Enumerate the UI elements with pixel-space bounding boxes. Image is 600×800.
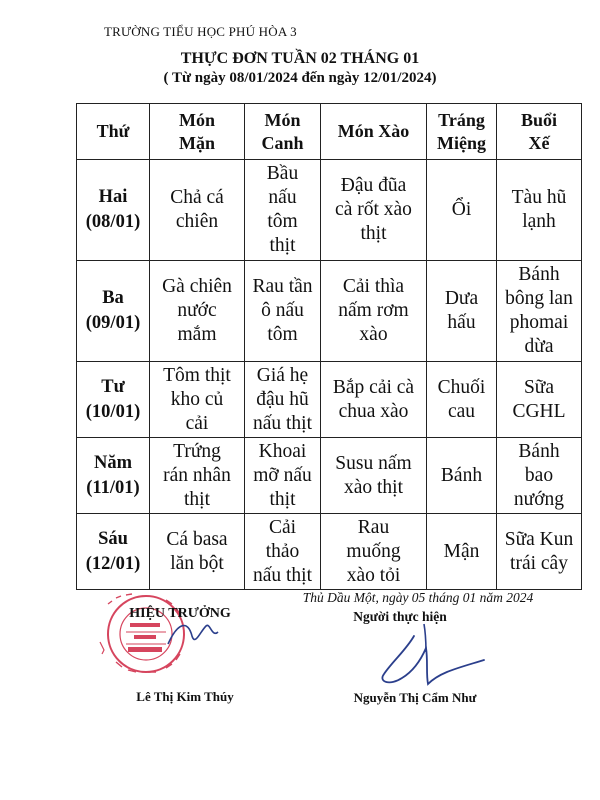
cell-line: mỡ nấu — [253, 464, 312, 486]
cell-line: Bánh — [518, 264, 560, 285]
cell-line: nấm rơm — [338, 300, 409, 321]
table-cell — [150, 362, 245, 438]
table-cell — [427, 261, 497, 362]
cell-line: (11/01) — [86, 477, 140, 498]
cell-line: xào thịt — [343, 476, 404, 498]
cell-line: thịt — [183, 488, 210, 510]
cell-line: muống — [346, 540, 401, 562]
table-row — [77, 261, 582, 362]
cell-line: nấu thịt — [252, 564, 313, 586]
table-cell — [150, 438, 245, 514]
cell-line: Bắp cải cà — [332, 376, 415, 398]
seal-inner-text — [128, 623, 162, 652]
cell-line: tôm — [267, 211, 298, 232]
day-cell — [77, 514, 150, 590]
cell-line: (08/01) — [85, 212, 141, 232]
cell-line: chua xào — [338, 400, 409, 422]
cell-line: cau — [447, 400, 476, 422]
cell-line: Chả cá — [170, 187, 224, 208]
principal-title: HIỆU TRƯỞNG — [129, 606, 231, 621]
table-row — [77, 514, 582, 590]
cell-line: Ba — [102, 288, 124, 308]
cell-line: Bầu — [266, 163, 299, 184]
cell-line: bao — [524, 464, 554, 486]
cell-line: Món Xào — [337, 121, 410, 141]
cell-line: (09/01) — [85, 313, 141, 333]
cell-line: Rau tần — [252, 276, 313, 297]
table-row — [77, 160, 582, 261]
cell-line: Tráng — [438, 109, 485, 130]
place-date: Thủ Dầu Một, ngày 05 tháng 01 năm 2024 — [302, 590, 534, 605]
cell-line: Cải — [268, 516, 297, 538]
cell-line: Năm — [93, 452, 133, 473]
school-name: TRƯỜNG TIỂU HỌC PHÚ HÒA 3 — [104, 24, 297, 39]
cell-line: nấu — [268, 187, 297, 208]
menu-table — [76, 103, 582, 590]
performer-title: Người thực hiện — [353, 609, 447, 624]
cell-line: Đậu đũa — [340, 175, 407, 196]
cell-line: Món — [179, 109, 215, 130]
day-cell — [77, 160, 150, 261]
cell-line: thịt — [360, 223, 387, 244]
cell-line: Ổi — [451, 199, 472, 220]
table-row — [77, 362, 582, 438]
table-cell — [427, 438, 497, 514]
table-cell — [427, 362, 497, 438]
table-cell — [150, 261, 245, 362]
cell-line: Mặn — [179, 132, 215, 153]
cell-line: Sữa — [523, 376, 555, 398]
cell-line: Dưa — [444, 288, 479, 309]
cell-line: nướng — [513, 488, 565, 510]
table-cell — [245, 160, 321, 261]
cell-line: Cải thìa — [342, 276, 405, 297]
cell-line: tôm — [267, 324, 298, 345]
cell-line: Tôm thịt — [163, 364, 231, 386]
day-cell — [77, 261, 150, 362]
cell-line: xào — [359, 324, 388, 345]
table-row — [77, 438, 582, 514]
table-cell — [150, 514, 245, 590]
cell-line: ô nấu — [261, 300, 304, 321]
table-cell — [497, 160, 582, 261]
table-cell — [321, 514, 427, 590]
table-cell — [427, 160, 497, 261]
table-cell — [321, 362, 427, 438]
table-header-row — [77, 104, 582, 160]
cell-line: rán nhân — [163, 464, 231, 486]
cell-line: Sữa Kun — [504, 528, 574, 550]
cell-line: (12/01) — [85, 553, 141, 574]
cell-line: cải — [185, 412, 209, 434]
cell-line: đậu hũ — [256, 388, 309, 410]
day-cell — [77, 362, 150, 438]
header-cell — [321, 104, 427, 160]
header-cell — [245, 104, 321, 160]
cell-line: Cá basa — [166, 528, 228, 550]
cell-line: cà rốt xào — [335, 199, 412, 220]
cell-line: Khoai — [258, 440, 307, 462]
cell-line: bông lan — [505, 288, 573, 309]
cell-line: nước — [177, 300, 217, 321]
cell-line: Trứng — [173, 440, 221, 462]
cell-line: Bánh — [440, 464, 483, 486]
cell-line: lạnh — [522, 211, 556, 232]
cell-line: nấu thịt — [252, 412, 313, 434]
table-cell — [321, 438, 427, 514]
performer-signature — [368, 622, 488, 694]
page-title: THỰC ĐƠN TUẦN 02 THÁNG 01 — [180, 50, 420, 67]
cell-line: chiên — [175, 211, 219, 232]
school-seal-stamp — [96, 592, 224, 676]
cell-line: (10/01) — [85, 401, 141, 422]
cell-line: Sáu — [98, 528, 128, 549]
principal-signature-mark — [168, 625, 218, 644]
table-cell — [497, 362, 582, 438]
cell-line: xào tỏi — [346, 564, 401, 586]
cell-line: Chuối — [437, 376, 486, 398]
cell-line: Mận — [443, 540, 480, 562]
cell-line: thịt — [269, 235, 296, 256]
cell-line: mắm — [177, 324, 217, 345]
table-cell — [245, 514, 321, 590]
table-cell — [150, 160, 245, 261]
header-cell — [77, 104, 150, 160]
cell-line: Món — [264, 109, 301, 130]
cell-line: Rau — [357, 516, 390, 538]
principal-name: Lê Thị Kim Thúy — [136, 689, 234, 704]
table-cell — [245, 362, 321, 438]
cell-line: hấu — [447, 312, 476, 333]
cell-line: Miệng — [437, 132, 486, 153]
cell-line: CGHL — [512, 400, 566, 422]
header-cell — [150, 104, 245, 160]
cell-line: Susu nấm — [335, 452, 412, 474]
cell-line: Bánh — [518, 440, 560, 462]
cell-line: Canh — [261, 132, 304, 153]
cell-line: thịt — [269, 488, 296, 510]
cell-line: phomai — [509, 312, 569, 333]
cell-line: Giá hẹ — [256, 364, 309, 386]
table-cell — [245, 438, 321, 514]
cell-line: trái cây — [510, 552, 568, 574]
header-cell — [497, 104, 582, 160]
table-cell — [245, 261, 321, 362]
cell-line: dừa — [524, 336, 554, 357]
cell-line: Gà chiên — [162, 276, 232, 297]
cell-line: thảo — [265, 540, 300, 562]
table-cell — [321, 261, 427, 362]
cell-line: Tư — [101, 376, 125, 397]
date-range: ( Từ ngày 08/01/2024 đến ngày 12/01/2024) — [163, 70, 437, 86]
cell-line: Tàu hũ — [511, 187, 567, 208]
cell-line: lăn bột — [170, 552, 224, 574]
table-cell — [427, 514, 497, 590]
performer-name: Nguyễn Thị Cẩm Như — [353, 690, 477, 705]
table-cell — [497, 438, 582, 514]
table-cell — [321, 160, 427, 261]
cell-line: Thứ — [96, 121, 130, 141]
cell-line: Hai — [98, 187, 128, 207]
day-cell — [77, 438, 150, 514]
table-cell — [497, 261, 582, 362]
cell-line: Xế — [528, 132, 550, 153]
cell-line: Buổi — [520, 109, 558, 130]
header-cell — [427, 104, 497, 160]
cell-line: kho củ — [170, 388, 224, 410]
table-cell — [497, 514, 582, 590]
